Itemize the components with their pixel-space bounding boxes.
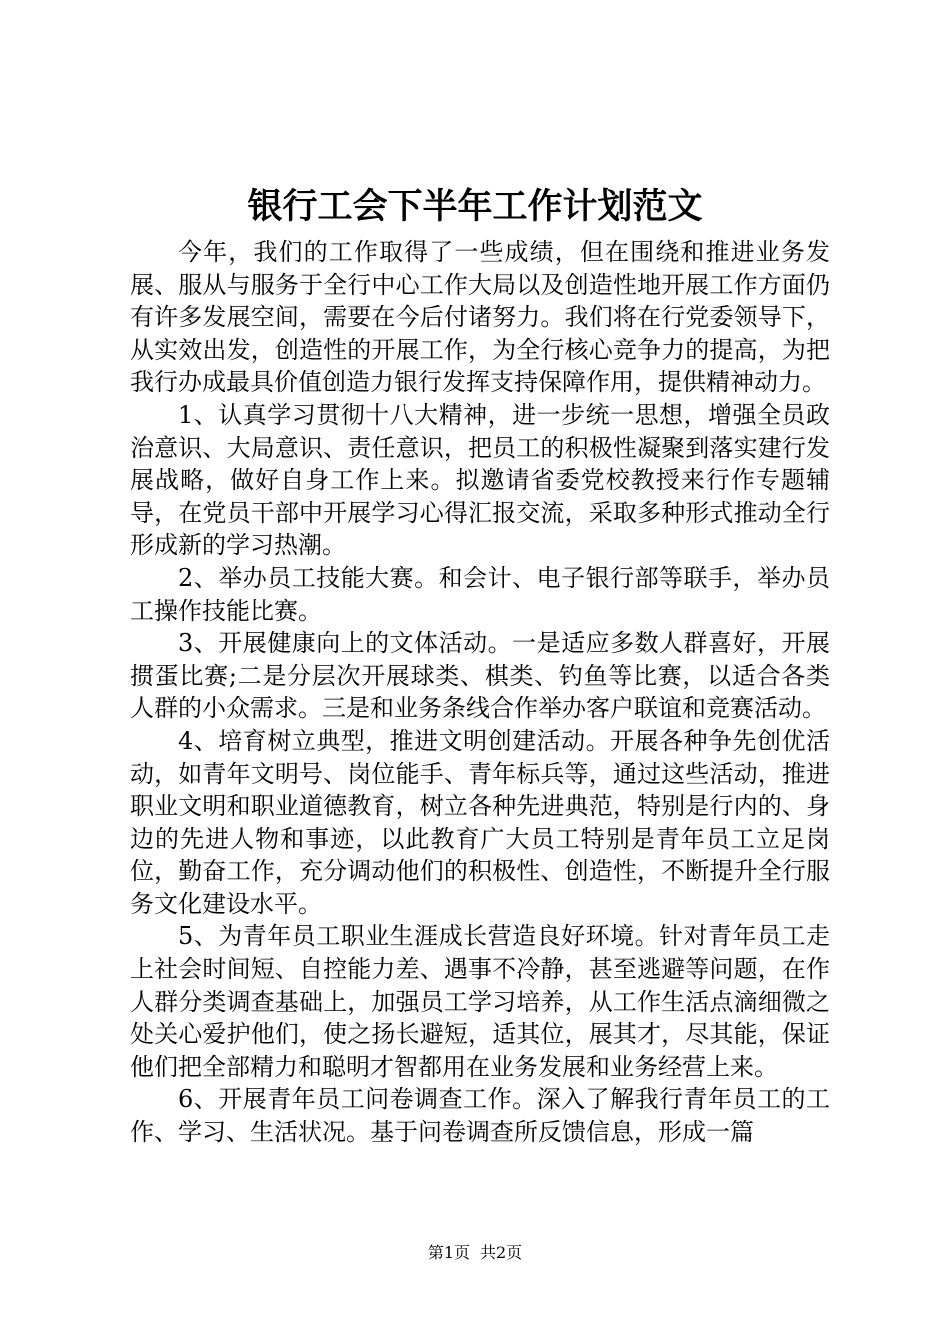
document-body	[130, 236, 830, 1149]
paragraph-item-6: 6、开展青年员工问卷调查工作。深入了解我行青年员工的工作、学习、生活状况。基于问卷调查所反馈信息，形成一篇	[130, 1085, 830, 1147]
document-title: 银行工会下半年工作计划范文	[247, 186, 703, 227]
paragraph-item-2: 2、举办员工技能大赛。和会计、电子银行部等联手，举办员工操作技能比赛。	[130, 563, 830, 625]
page-footer	[0, 1242, 950, 1264]
paragraph-item-3: 3、开展健康向上的文体活动。一是适应多数人群喜好，开展掼蛋比赛;二是分层次开展球类、棋类、钓鱼等比赛，以适合各类人群的小众需求。三是和业务条线合作举办客户联谊和竞赛活动。	[130, 629, 830, 723]
paragraph-item-4: 4、培育树立典型，推进文明创建活动。开展各种争先创优活动，如青年文明号、岗位能手、青年标兵等，通过这些活动，推进职业文明和职业道德教育，树立各种先进典范，特别是行内的、身边的先进人物和事迹，以此教育广大员工特别是青年员工立足岗位，勤奋工作，充分调动他们的积极性、创造性，不断提升全行服务文化建设水平。	[130, 726, 830, 918]
page-number: 第1页	[427, 1243, 470, 1262]
paragraph-item-5: 5、为青年员工职业生涯成长营造良好环境。针对青年员工走上社会时间短、自控能力差、遇事不冷静，甚至逃避等问题，在作人群分类调查基础上，加强员工学习培养，从工作生活点滴细微之处关心爱护他们，使之扬长避短，适其位，展其才，尽其能，保证他们把全部精力和聪明才智都用在业务发展和业务经营上来。	[130, 922, 830, 1081]
page-total: 共2页	[480, 1243, 523, 1262]
paragraph-item-1: 1、认真学习贯彻十八大精神，进一步统一思想，增强全员政治意识、大局意识、责任意识，把员工的积极性凝聚到落实建行发展战略，做好自身工作上来。拟邀请省委党校教授来行作专题辅导，在党员干部中开展学习心得汇报交流，采取多种形式推动全行形成新的学习热潮。	[130, 400, 830, 560]
paragraph-intro: 今年，我们的工作取得了一些成绩，但在围绕和推进业务发展、服从与服务于全行中心工作大局以及创造性地开展工作方面仍有许多发展空间，需要在今后付诸努力。我们将在行党委领导下，从实效出发，创造性的开展工作，为全行核心竞争力的提高，为把我行办成最具价值创造力银行发挥支持保障作用，提供精神动力。	[130, 238, 830, 397]
